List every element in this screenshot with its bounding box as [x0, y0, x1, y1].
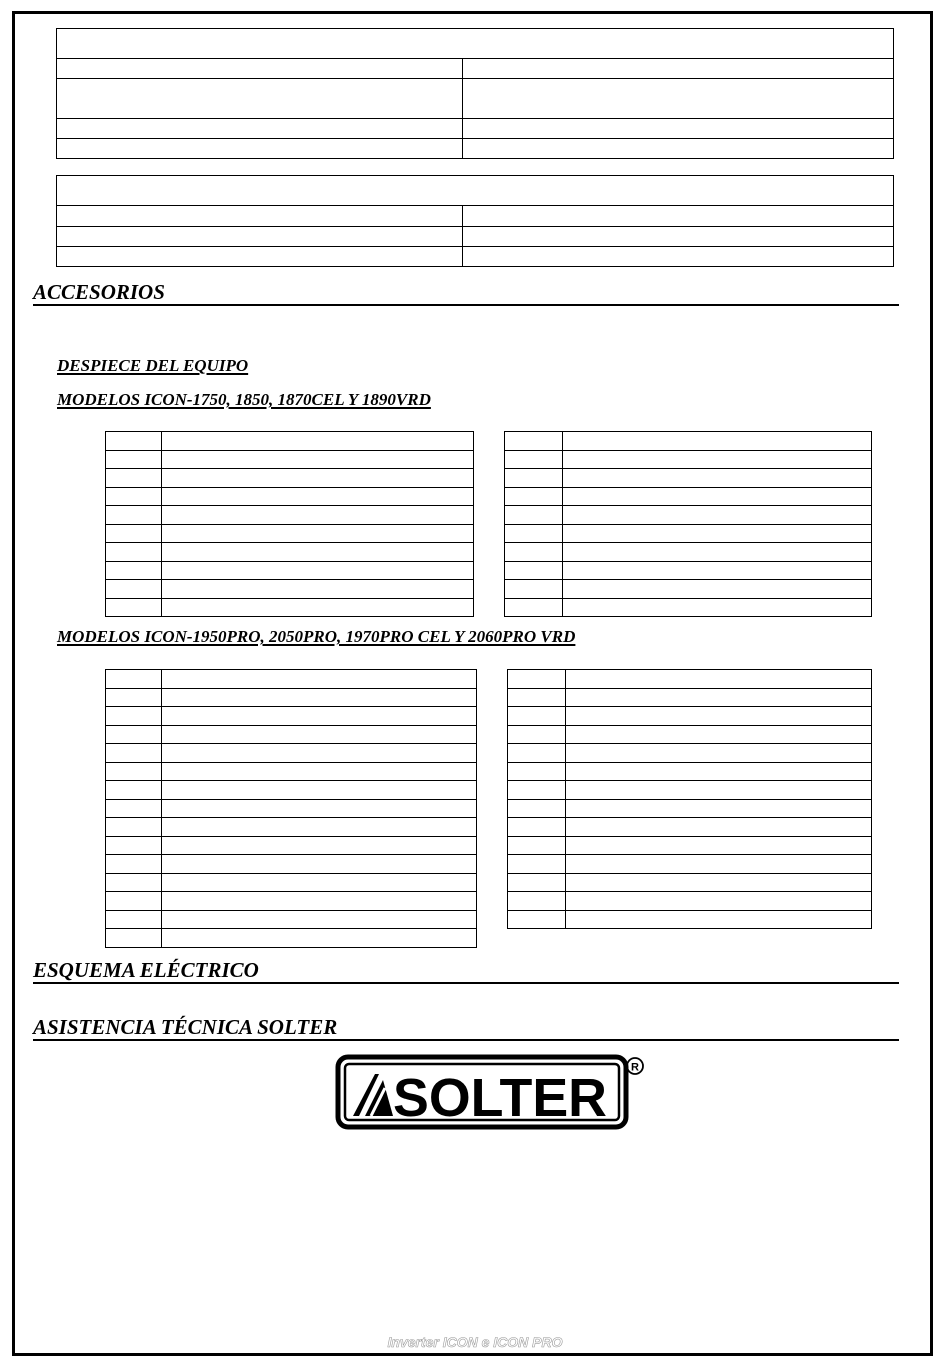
group1-title: MODELOS ICON-1750, 1850, 1870CEL Y 1890VRD [57, 390, 431, 409]
part-description-cell [566, 725, 872, 744]
table-row [106, 910, 477, 929]
part-number-cell [106, 580, 162, 599]
table-row [505, 432, 872, 451]
table-row [505, 580, 872, 599]
part-number-cell [508, 799, 566, 818]
part-number-cell [106, 543, 162, 562]
table-cell [57, 139, 463, 159]
table-row [508, 799, 872, 818]
table-row [508, 873, 872, 892]
part-description-cell [563, 543, 872, 562]
table-row [508, 725, 872, 744]
part-number-cell [106, 781, 162, 800]
part-description-cell [162, 432, 474, 451]
table-row [508, 670, 872, 689]
part-description-cell [566, 799, 872, 818]
part-number-cell [106, 873, 162, 892]
table-row [505, 450, 872, 469]
table-cell [57, 206, 463, 227]
part-number-cell [106, 744, 162, 763]
table-row [508, 688, 872, 707]
part-description-cell [566, 688, 872, 707]
table-cell [463, 139, 894, 159]
table-cell [463, 119, 894, 139]
part-number-cell [106, 855, 162, 874]
part-number-cell [505, 561, 563, 580]
part-number-cell [106, 892, 162, 911]
part-number-cell [508, 707, 566, 726]
table-row [106, 524, 474, 543]
table-row [106, 487, 474, 506]
table-row [106, 799, 477, 818]
part-description-cell [566, 707, 872, 726]
spec-table-1-header [57, 29, 894, 59]
table-row [508, 762, 872, 781]
part-number-cell [505, 543, 563, 562]
table-row [505, 524, 872, 543]
part-number-cell [505, 469, 563, 488]
table-row [508, 855, 872, 874]
part-description-cell [162, 762, 477, 781]
part-number-cell [505, 450, 563, 469]
parts-table-2-right [507, 669, 872, 929]
part-number-cell [508, 744, 566, 763]
part-description-cell [566, 910, 872, 929]
table-cell [463, 206, 894, 227]
part-number-cell [508, 836, 566, 855]
part-description-cell [563, 487, 872, 506]
table-cell [463, 59, 894, 79]
part-number-cell [505, 506, 563, 525]
part-description-cell [162, 836, 477, 855]
part-number-cell [508, 892, 566, 911]
solter-logo-image [335, 1052, 645, 1130]
part-description-cell [162, 818, 477, 837]
table-row [505, 469, 872, 488]
part-description-cell [162, 524, 474, 543]
table-cell [463, 227, 894, 247]
part-number-cell [508, 910, 566, 929]
part-description-cell [162, 744, 477, 763]
part-description-cell [162, 506, 474, 525]
part-number-cell [106, 818, 162, 837]
table-row [106, 725, 477, 744]
table-row [508, 744, 872, 763]
part-number-cell [106, 929, 162, 948]
parts-table-2-left [105, 669, 477, 948]
table-row [106, 506, 474, 525]
part-description-cell [563, 598, 872, 617]
table-row [106, 543, 474, 562]
part-description-cell [566, 762, 872, 781]
table-row [106, 892, 477, 911]
table-row [106, 432, 474, 451]
part-number-cell [106, 561, 162, 580]
part-number-cell [508, 855, 566, 874]
part-description-cell [162, 929, 477, 948]
table-row [508, 707, 872, 726]
part-description-cell [563, 561, 872, 580]
part-number-cell [508, 873, 566, 892]
part-number-cell [106, 910, 162, 929]
table-row [106, 707, 477, 726]
part-number-cell [106, 799, 162, 818]
part-number-cell [508, 670, 566, 689]
part-number-cell [106, 725, 162, 744]
footer-text: Inverter ICON e ICON PRO [387, 1334, 563, 1350]
spec-table-2-header [57, 176, 894, 206]
part-number-cell [106, 469, 162, 488]
asistencia-heading: ASISTENCIA TÉCNICA SOLTER [33, 1016, 899, 1041]
part-number-cell [505, 598, 563, 617]
part-description-cell [563, 524, 872, 543]
table-row [508, 836, 872, 855]
part-description-cell [162, 450, 474, 469]
part-number-cell [106, 432, 162, 451]
table-row [106, 855, 477, 874]
table-row [508, 781, 872, 800]
part-description-cell [563, 506, 872, 525]
accesorios-heading: ACCESORIOS [33, 281, 899, 306]
part-description-cell [162, 487, 474, 506]
table-row [106, 469, 474, 488]
table-row [508, 892, 872, 911]
part-number-cell [508, 725, 566, 744]
part-description-cell [162, 543, 474, 562]
table-row [106, 561, 474, 580]
part-description-cell [566, 744, 872, 763]
part-description-cell [566, 670, 872, 689]
part-number-cell [505, 432, 563, 451]
table-row [106, 688, 477, 707]
part-number-cell [106, 670, 162, 689]
table-row [505, 598, 872, 617]
table-cell [57, 119, 463, 139]
svg-text:R: R [631, 1061, 639, 1074]
part-number-cell [106, 707, 162, 726]
part-description-cell [162, 688, 477, 707]
svg-text:SOLTER: SOLTER [393, 1068, 607, 1128]
table-row [505, 561, 872, 580]
part-number-cell [508, 688, 566, 707]
part-description-cell [566, 892, 872, 911]
part-number-cell [505, 524, 563, 543]
part-description-cell [162, 598, 474, 617]
part-description-cell [563, 469, 872, 488]
part-description-cell [162, 469, 474, 488]
part-description-cell [162, 670, 477, 689]
part-description-cell [566, 836, 872, 855]
despiece-title: DESPIECE DEL EQUIPO [57, 356, 249, 375]
part-description-cell [162, 799, 477, 818]
table-row [505, 506, 872, 525]
part-number-cell [508, 762, 566, 781]
part-description-cell [563, 580, 872, 599]
parts-table-1-left [105, 431, 474, 617]
part-description-cell [566, 855, 872, 874]
part-description-cell [162, 725, 477, 744]
table-row [106, 873, 477, 892]
table-row [106, 818, 477, 837]
table-row [508, 818, 872, 837]
table-row [106, 744, 477, 763]
part-number-cell [106, 762, 162, 781]
part-number-cell [106, 836, 162, 855]
group2-title: MODELOS ICON-1950PRO, 2050PRO, 1970PRO CEL Y 2060PRO VRD [57, 627, 576, 646]
part-description-cell [162, 892, 477, 911]
table-row [106, 929, 477, 948]
part-description-cell [162, 561, 474, 580]
part-description-cell [162, 910, 477, 929]
table-cell [57, 59, 463, 79]
part-number-cell [505, 580, 563, 599]
table-row [106, 781, 477, 800]
table-row [106, 836, 477, 855]
table-row [505, 543, 872, 562]
solter-logo [335, 1052, 645, 1130]
part-description-cell [563, 432, 872, 451]
part-number-cell [106, 450, 162, 469]
table-row [106, 762, 477, 781]
part-number-cell [508, 781, 566, 800]
part-number-cell [505, 487, 563, 506]
part-description-cell [566, 781, 872, 800]
part-description-cell [162, 781, 477, 800]
table-cell [463, 79, 894, 119]
table-cell [57, 247, 463, 267]
part-description-cell [162, 580, 474, 599]
part-number-cell [508, 818, 566, 837]
part-number-cell [106, 524, 162, 543]
table-row [106, 450, 474, 469]
table-cell [463, 247, 894, 267]
part-number-cell [106, 487, 162, 506]
table-row [106, 580, 474, 599]
table-row [106, 598, 474, 617]
table-row [505, 487, 872, 506]
table-row [106, 670, 477, 689]
table-cell [57, 227, 463, 247]
spec-table-1 [56, 28, 894, 159]
part-description-cell [566, 818, 872, 837]
table-cell [57, 79, 463, 119]
part-description-cell [162, 873, 477, 892]
part-number-cell [106, 506, 162, 525]
parts-table-1-right [504, 431, 872, 617]
part-description-cell [566, 873, 872, 892]
esquema-heading: ESQUEMA ELÉCTRICO [33, 959, 899, 984]
spec-table-2 [56, 175, 894, 267]
part-number-cell [106, 598, 162, 617]
part-number-cell [106, 688, 162, 707]
part-description-cell [162, 707, 477, 726]
part-description-cell [563, 450, 872, 469]
part-description-cell [162, 855, 477, 874]
table-row [508, 910, 872, 929]
